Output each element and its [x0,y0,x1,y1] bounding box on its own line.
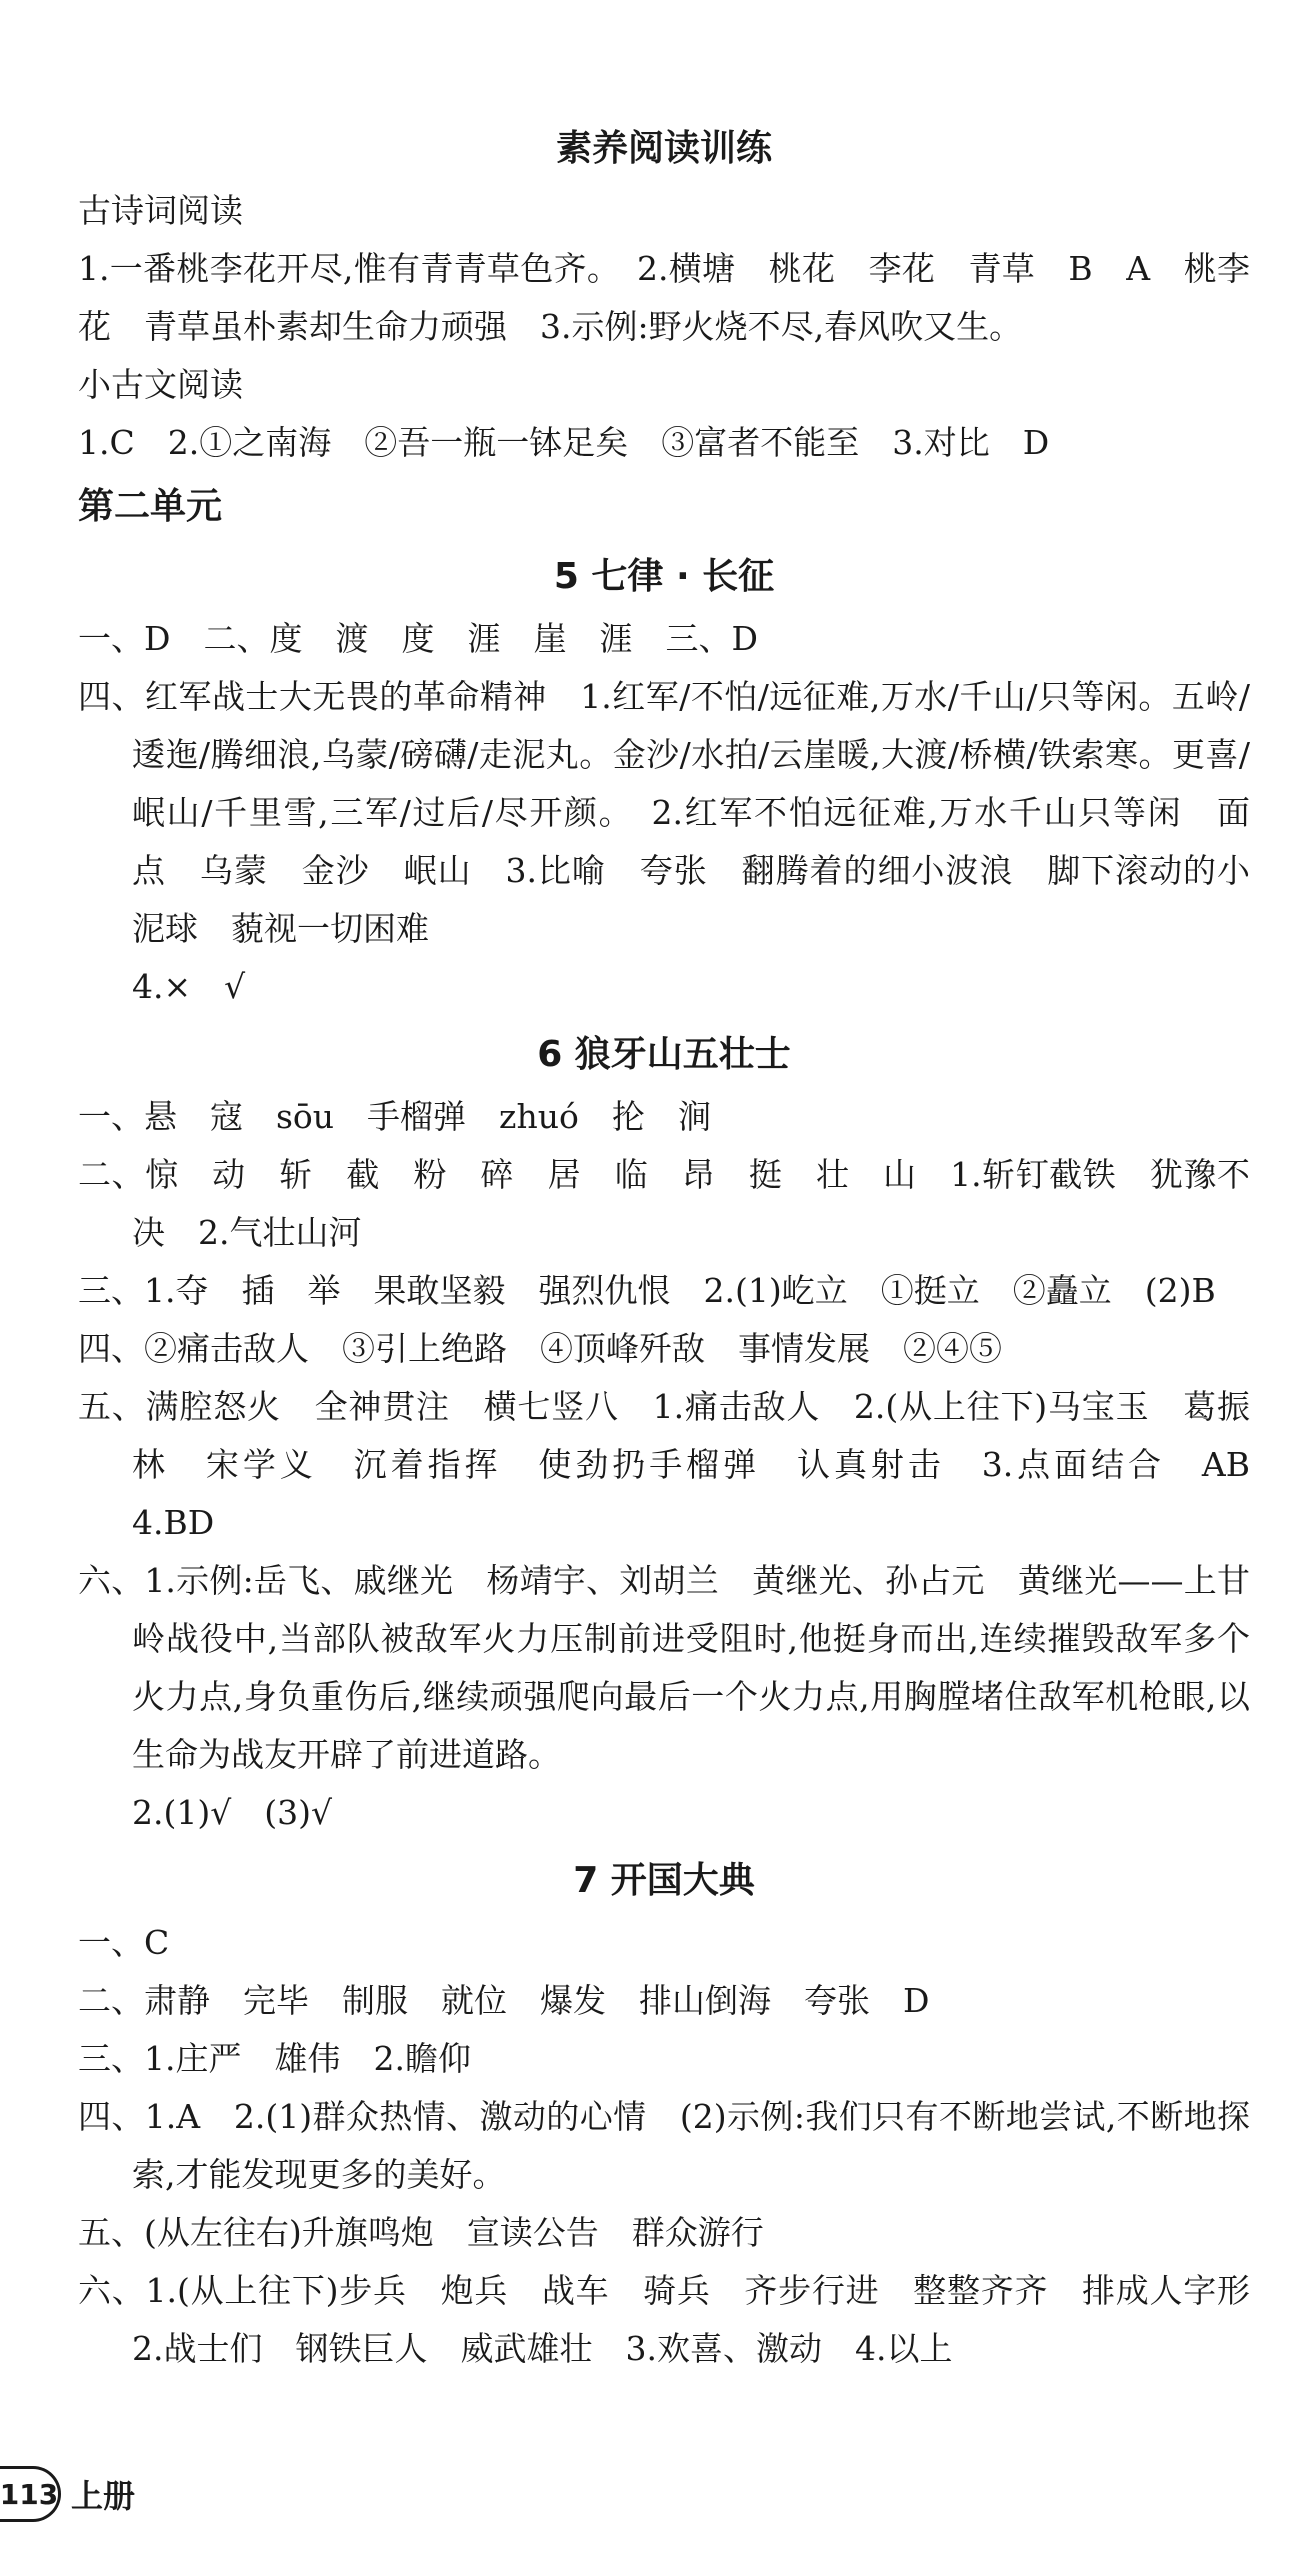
answer-item: 五、(从左往右)升旗鸣炮 宣读公告 群众游行 [78,2213,764,2252]
page-footer [0,2464,135,2524]
answer-item: 4.× √ [132,967,246,1006]
answer-item: 一、悬 寇 sōu 手榴弹 zhuó 抡 涧 [78,1097,711,1136]
answer-item: 六、1.示例:岳飞、戚继光 杨靖宇、刘胡兰 黄继光、孙占元 黄继光——上甘岭战役中,当部队被敌军火力压制前进受阻时,他挺身而出,连续摧毁敌军多个火力点,身负重伤后,继续顽强爬向最后一个火力点,用胸膛堵住敌军机枪眼,以生命为战友开辟了前进道路。 [78,1561,1250,1774]
page-number: 113 [0,2466,61,2522]
answer-item: 六、1.(从上往下)步兵 炮兵 战车 骑兵 齐步行进 整整齐齐 排成人字形 2.战士们 钢铁巨人 威武雄壮 3.欢喜、激动 4.以上 [78,2271,1283,2368]
answer-poetry: 1.一番桃李花开尽,惟有青青草色齐。 2.横塘 桃花 李花 青草 B A 桃李花 青草虽朴素却生命力顽强 3.示例:野火烧不尽,春风吹又生。 [78,249,1250,346]
answer-item: 五、满腔怒火 全神贯注 横七竖八 1.痛击敌人 2.(从上往下)马宝玉 葛振林 宋学义 沉着指挥 使劲扔手榴弹 认真射击 3.点面结合 AB 4.BD [78,1387,1283,1542]
answer-item: 二、肃静 完毕 制服 就位 爆发 排山倒海 夸张 D [78,1981,930,2020]
subheading-classical-prose: 小古文阅读 [78,365,243,404]
answer-item: 三、1.庄严 雄伟 2.瞻仰 [78,2039,471,2078]
answer-page [78,110,1283,2378]
section-title-reading: 素养阅读训练 [555,128,772,169]
answer-item: 三、1.夺 插 举 果敢坚毅 强烈仇恨 2.(1)屹立 ①挺立 ②矗立 (2)B [78,1271,1216,1310]
volume-label: 上册 [71,2477,136,2515]
answer-item: 二、惊 动 斩 截 粉 碎 居 临 昂 挺 壮 山 1.斩钉截铁 犹豫不决 2.气壮山河 [78,1155,1250,1252]
subheading-poetry: 古诗词阅读 [78,191,243,230]
lesson-title-5: 5 七律 · 长征 [553,556,775,597]
answer-classical-prose: 1.C 2.①之南海 ②吾一瓶一钵足矣 ③富者不能至 3.对比 D [78,423,1050,462]
answer-item: 四、1.A 2.(1)群众热情、激动的心情 (2)示例:我们只有不断地尝试,不断地探索,才能发现更多的美好。 [78,2097,1250,2194]
answer-item: 四、红军战士大无畏的革命精神 1.红军/不怕/远征难,万水/千山/只等闲。五岭/逶迤/腾细浪,乌蒙/磅礴/走泥丸。金沙/水拍/云崖暖,大渡/桥横/铁索寒。更喜/岷山/千里雪,三军/过后/尽开颜。 2.红军不怕远征难,万水千山只等闲 面 点 乌蒙 金沙 岷山 3.比喻 夸张 翻腾着的细小波浪 脚下滚动的小泥球 藐视一切困难 [78,677,1283,948]
answer-item: 2.(1)√ (3)√ [132,1793,333,1832]
unit-heading: 第二单元 [78,486,223,527]
answer-item: 一、C [78,1923,170,1962]
answer-item: 一、D 二、度 渡 度 涯 崖 涯 三、D [78,619,758,658]
answer-item: 四、②痛击敌人 ③引上绝路 ④顶峰歼敌 事情发展 ②④⑤ [78,1329,1002,1368]
lesson-title-6: 6 狼牙山五壮士 [537,1034,791,1075]
lesson-title-7: 7 开国大典 [573,1860,755,1901]
